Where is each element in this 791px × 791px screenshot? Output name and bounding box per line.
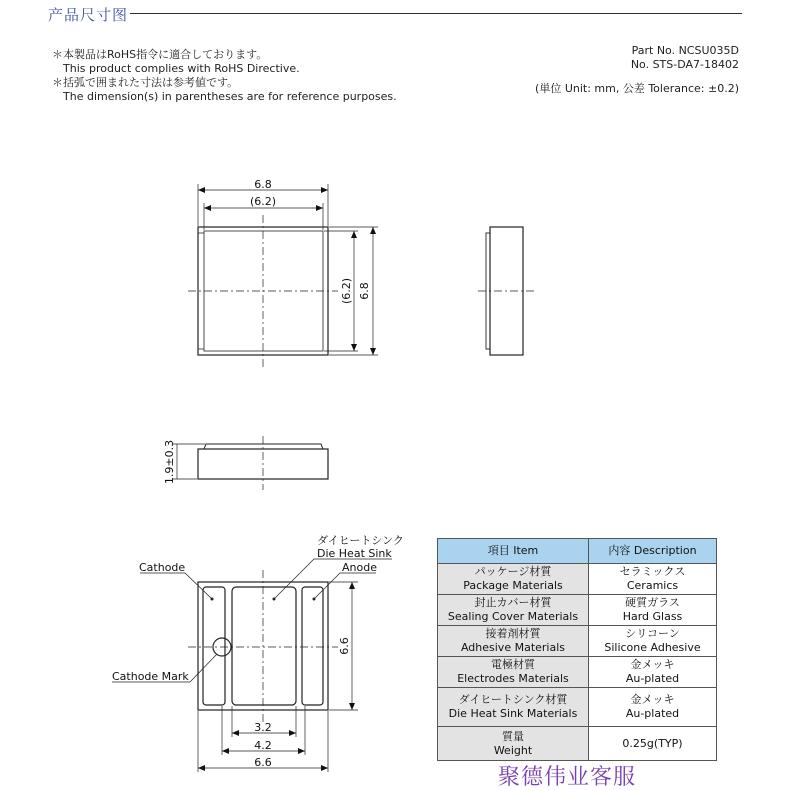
item-en: Die Heat Sink Materials (448, 707, 578, 720)
label-die-heat-sink-en: Die Heat Sink (317, 547, 392, 560)
dim-bottom-inner: 3.2 (254, 721, 272, 734)
dim-bottom-height: 6.6 (338, 637, 351, 655)
item-jp: 質量 (502, 729, 524, 743)
note-ref-en: The dimension(s) in parentheses are for reference purposes. (63, 90, 397, 103)
dim-right-height: 6.8 (358, 282, 371, 300)
dim-top-width-ref: (6.2) (249, 195, 277, 208)
label-anode: Anode (342, 561, 377, 574)
dim-top-width: 6.8 (254, 178, 272, 191)
die-heat-sink-pad (232, 587, 296, 705)
item-jp: 封止カバー材質 (474, 596, 552, 609)
column-header-item: 項目 Item (438, 539, 589, 564)
table-row (438, 595, 717, 626)
note-rohs-jp: ＊本製品はRoHS指令に適合しております。 (52, 48, 268, 61)
dim-right-height-ref: (6.2) (340, 277, 353, 305)
front-view (198, 436, 328, 490)
materials-table (437, 538, 717, 761)
label-cathode: Cathode (139, 561, 186, 574)
document-number: No. STS-DA7-18402 (630, 58, 739, 71)
label-cathode-mark: Cathode Mark (112, 670, 189, 683)
item-en: Sealing Cover Materials (447, 610, 579, 623)
table-row (438, 727, 717, 761)
desc-en: Hard Glass (622, 610, 683, 623)
desc-en: 0.25g(TYP) (622, 736, 683, 750)
cathode-leader (140, 573, 212, 599)
cathode-pad (203, 587, 225, 705)
part-number: Part No. NCSU035D (631, 44, 739, 57)
desc-jp: 金メッキ (630, 658, 675, 671)
anode-pad (302, 587, 323, 705)
table-row (438, 657, 717, 688)
top-view (188, 215, 338, 367)
note-rohs-en: This product complies with RoHS Directive. (63, 62, 300, 75)
table-row (438, 626, 717, 657)
dim-thickness: 1.9±0.3 (163, 439, 176, 485)
item-en: Weight (493, 743, 533, 757)
table-header-row (438, 539, 717, 564)
item-jp: ダイヒートシンク材質 (458, 693, 568, 706)
side-view (478, 227, 534, 355)
dim-bottom-mid: 4.2 (254, 739, 272, 752)
table-row (438, 688, 717, 727)
column-header-description: 内容 Description (589, 539, 717, 564)
desc-jp: セラミックス (619, 565, 686, 578)
bottom-view (188, 570, 338, 722)
note-ref-jp: ＊括弧で囲まれた寸法は参考値です。 (52, 76, 239, 89)
desc-en: Silicone Adhesive (604, 641, 701, 654)
watermark-text: 聚德伟业客服 (498, 765, 637, 790)
page-title: 产品尺寸图 (48, 6, 129, 24)
item-jp: 電極材質 (491, 658, 535, 671)
desc-jp: シリコーン (625, 627, 680, 640)
item-jp: パッケージ材質 (474, 565, 552, 578)
item-en: Electrodes Materials (457, 672, 569, 685)
desc-jp: 金メッキ (630, 693, 675, 706)
desc-en: Au-plated (625, 672, 680, 685)
dim-bottom-total: 6.6 (254, 756, 272, 769)
item-en: Package Materials (463, 579, 563, 592)
unit-tolerance: (単位 Unit: mm, 公差 Tolerance: ±0.2) (535, 82, 739, 95)
table-row (438, 564, 717, 595)
label-die-heat-sink-jp: ダイヒートシンク (317, 534, 404, 547)
desc-en: Ceramics (626, 579, 679, 592)
desc-en: Au-plated (625, 707, 680, 720)
desc-jp: 硬質ガラス (625, 596, 680, 609)
item-jp: 接着剤材質 (485, 627, 541, 640)
item-en: Adhesive Materials (460, 641, 566, 654)
